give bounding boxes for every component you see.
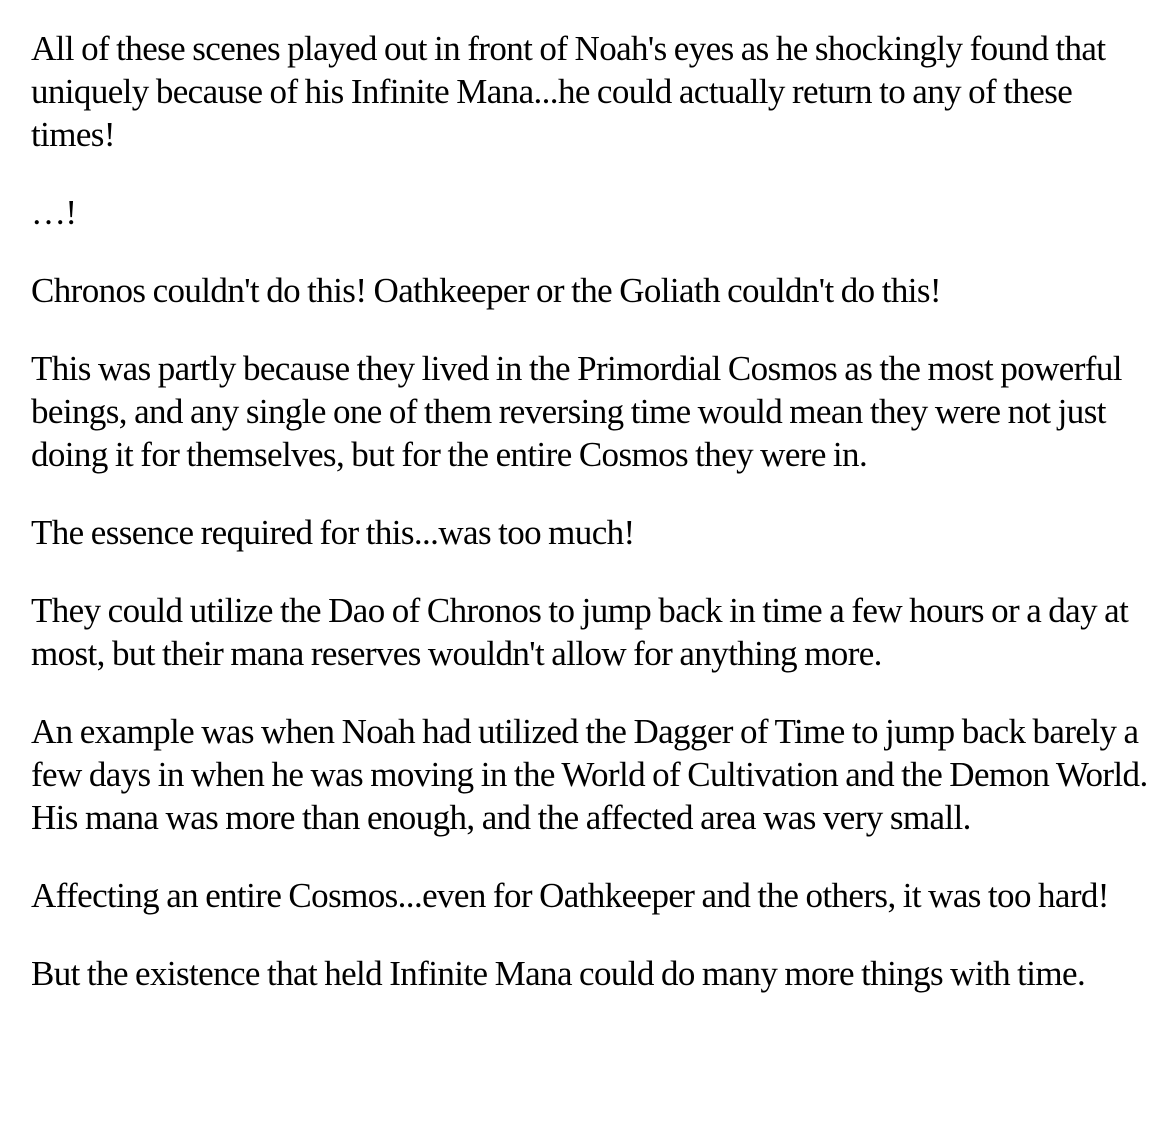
paragraph: The essence required for this...was too much! xyxy=(31,513,635,552)
paragraph: All of these scenes played out in front of Noah's eyes as he shockingly found that uniquely because of his Infinite Mana...he could actually return to any of these times! xyxy=(31,29,1106,154)
paragraph: Affecting an entire Cosmos...even for Oathkeeper and the others, it was too hard! xyxy=(31,876,1109,915)
paragraph: But the existence that held Infinite Mana could do many more things with time. xyxy=(31,954,1086,993)
story-text xyxy=(31,27,1148,995)
paragraph: Chronos couldn't do this! Oathkeeper or the Goliath couldn't do this! xyxy=(31,271,941,310)
paragraph: An example was when Noah had utilized the Dagger of Time to jump back barely a few days in when he was moving in the World of Cultivation and the Demon World. His mana was more than enough, and the affected area was very small. xyxy=(31,712,1148,837)
paragraph: They could utilize the Dao of Chronos to jump back in time a few hours or a day at most, but their mana reserves wouldn't allow for anything more. xyxy=(31,591,1129,673)
paragraph: This was partly because they lived in the Primordial Cosmos as the most powerful beings, and any single one of them reversing time would mean they were not just doing it for themselves, but for the entire Cosmos they were in. xyxy=(31,349,1122,474)
paragraph: …! xyxy=(31,193,77,232)
